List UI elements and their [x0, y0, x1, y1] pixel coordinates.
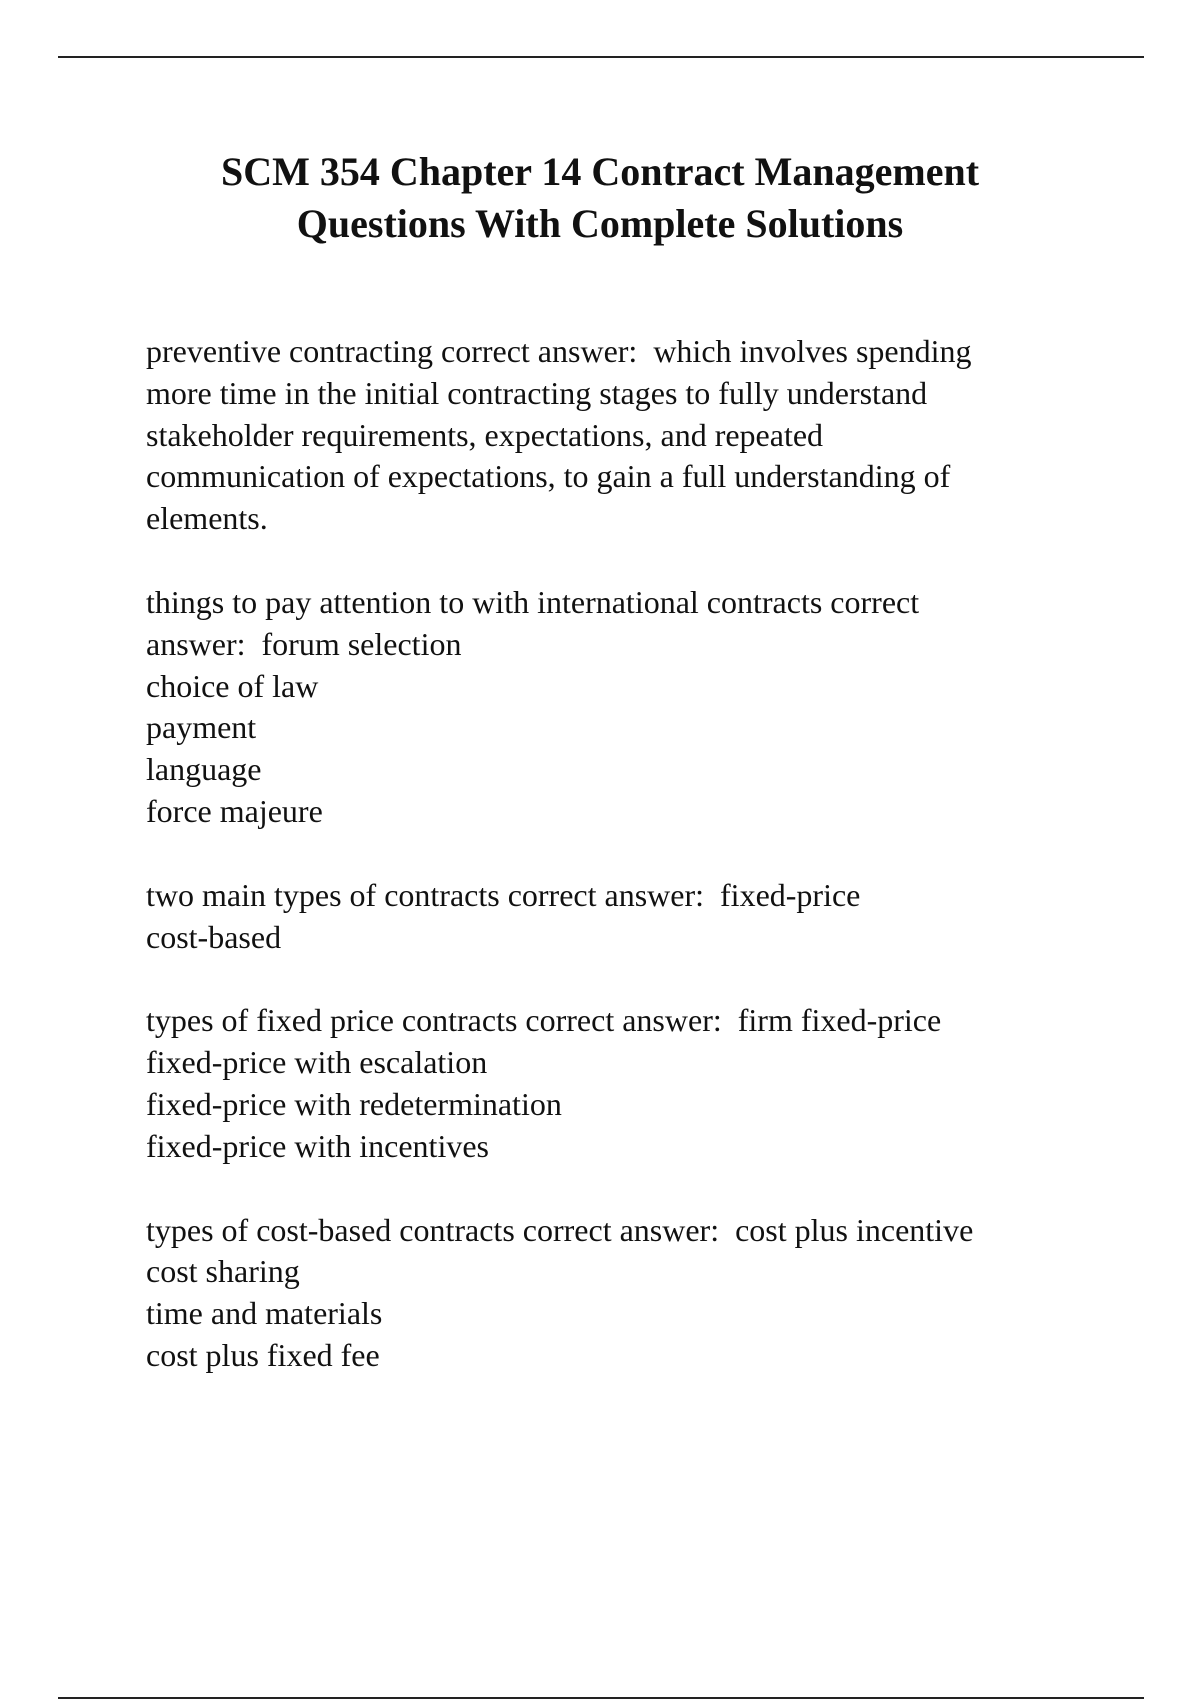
text-line: cost plus fixed fee — [146, 1336, 380, 1373]
text-line: fixed-price with escalation — [146, 1044, 488, 1081]
text-line: payment — [146, 709, 257, 746]
qa-entry-international-contracts — [146, 582, 1156, 833]
qa-entry-fixed-price-types — [146, 1000, 1156, 1167]
text-line: types of fixed price contracts correct answer: firm fixed-price — [146, 1002, 942, 1039]
text-line: answer: forum selection — [146, 625, 462, 662]
qa-entry-preventive-contracting — [146, 331, 1156, 540]
text-line: choice of law — [146, 667, 319, 704]
text-line: fixed-price with redetermination — [146, 1085, 562, 1122]
qa-entry-cost-based-types — [146, 1210, 1156, 1377]
text-line: stakeholder requirements, expectations, and repeated — [146, 416, 824, 453]
page-title — [100, 146, 1100, 250]
text-line: communication of expectations, to gain a full understanding of — [146, 458, 951, 495]
footer-rule — [58, 1697, 1144, 1699]
title-line-2: Questions With Complete Solutions — [296, 201, 904, 246]
text-line: two main types of contracts correct answer: fixed-price — [146, 876, 861, 913]
text-line: more time in the initial contracting stages to fully understand — [146, 374, 928, 411]
text-line: preventive contracting correct answer: which involves spending — [146, 333, 972, 369]
text-line: force majeure — [146, 792, 323, 829]
text-line: things to pay attention to with international contracts correct — [146, 583, 920, 620]
text-line: cost sharing — [146, 1253, 300, 1290]
text-line: types of cost-based contracts correct answer: cost plus incentive — [146, 1211, 974, 1248]
text-line: elements. — [146, 500, 268, 537]
header-rule — [58, 56, 1144, 58]
text-line: language — [146, 751, 262, 788]
document-body — [146, 331, 1156, 1419]
qa-entry-main-contract-types — [146, 875, 1156, 959]
text-line: cost-based — [146, 918, 282, 955]
title-line-1: SCM 354 Chapter 14 Contract Management — [220, 149, 980, 194]
text-line: time and materials — [146, 1295, 383, 1332]
text-line: fixed-price with incentives — [146, 1127, 489, 1164]
